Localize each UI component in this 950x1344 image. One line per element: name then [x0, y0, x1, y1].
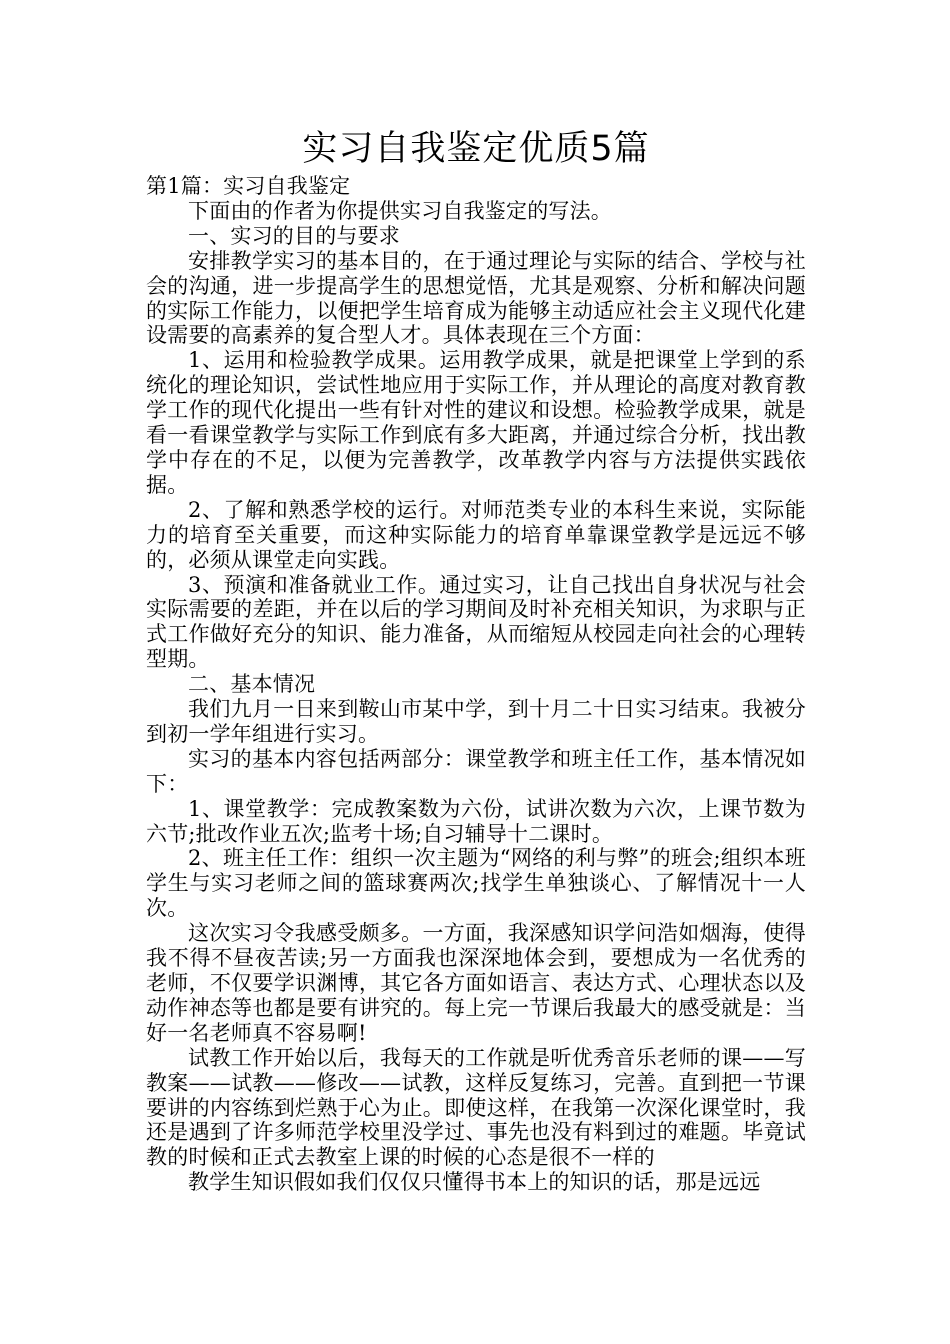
document-body — [146, 174, 806, 1195]
subsection-heading: 二、基本情况 — [188, 672, 316, 697]
paragraph: 这次实习令我感受颇多。一方面，我深感知识学问浩如烟海，使得我不得不昼夜苦读;另一方面我也深深地体会到，要想成为一名优秀的老师，不仅要学识渊博，其它各方面如语言、表达方式、心理状态以及动作神态等也都是要有讲究的。每上完一节课后我最大的感受就是：当好一名老师真不容易啊! — [146, 921, 806, 1045]
document-page — [146, 124, 806, 1195]
paragraph: 2、了解和熟悉学校的运行。对师范类专业的本科生来说，实际能力的培育至关重要，而这种实际能力的培育单靠课堂教学是远远不够的，必须从课堂走向实践。 — [146, 497, 806, 572]
paragraph: 教学生知识假如我们仅仅只懂得书本上的知识的话，那是远远 — [188, 1170, 761, 1195]
paragraph: 3、预演和准备就业工作。通过实习，让自己找出自身状况与社会实际需要的差距，并在以后的学习期间及时补充相关知识，为求职与正式工作做好充分的知识、能力准备，从而缩短从校园走向社会的心理转型期。 — [146, 572, 806, 672]
paragraph: 我们九月一日来到鞍山市某中学，到十月二十日实习结束。我被分到初一学年组进行实习。 — [146, 697, 806, 746]
paragraph: 1、课堂教学：完成教案数为六份，试讲次数为六次，上课节数为六节;批改作业五次;监考十场;自习辅导十二课时。 — [146, 796, 806, 846]
document-title: 实习自我鉴定优质5篇 — [302, 129, 650, 169]
paragraph: 实习的基本内容包括两部分：课堂教学和班主任工作，基本情况如下： — [146, 746, 806, 796]
subsection-heading: 一、实习的目的与要求 — [188, 223, 400, 248]
section-heading: 第1篇：实习自我鉴定 — [146, 174, 351, 198]
paragraph: 2、班主任工作：组织一次主题为“网络的利与弊”的班会;组织本班学生与实习老师之间的篮球赛两次;找学生单独谈心、了解情况十一人次。 — [146, 846, 806, 921]
paragraph: 安排教学实习的基本目的，在于通过理论与实际的结合、学校与社会的沟通，进一步提高学生的思想觉悟，尤其是观察、分析和解决问题的实际工作能力，以便把学生培育成为能够主动适应社会主义现代化建设需要的高素养的复合型人才。具体表现在三个方面： — [146, 248, 806, 348]
paragraph: 1、运用和检验教学成果。运用教学成果，就是把课堂上学到的系统化的理论知识，尝试性地应用于实际工作，并从理论的高度对教育教学工作的现代化提出一些有针对性的建议和设想。检验教学成果，就是看一看课堂教学与实际工作到底有多大距离，并通过综合分析，找出教学中存在的不足，以便为完善教学，改革教学内容与方法提供实践依据。 — [146, 348, 806, 497]
paragraph: 试教工作开始以后，我每天的工作就是听优秀音乐老师的课——写教案——试教——修改——试教，这样反复练习，完善。直到把一节课要讲的内容练到烂熟于心为止。即使这样，在我第一次深化课堂时，我还是遇到了许多师范学校里没学过、事先也没有料到过的难题。毕竟试教的时候和正式去教室上课的时候的心态是很不一样的 — [146, 1045, 806, 1170]
paragraph: 下面由的作者为你提供实习自我鉴定的写法。 — [188, 198, 612, 223]
